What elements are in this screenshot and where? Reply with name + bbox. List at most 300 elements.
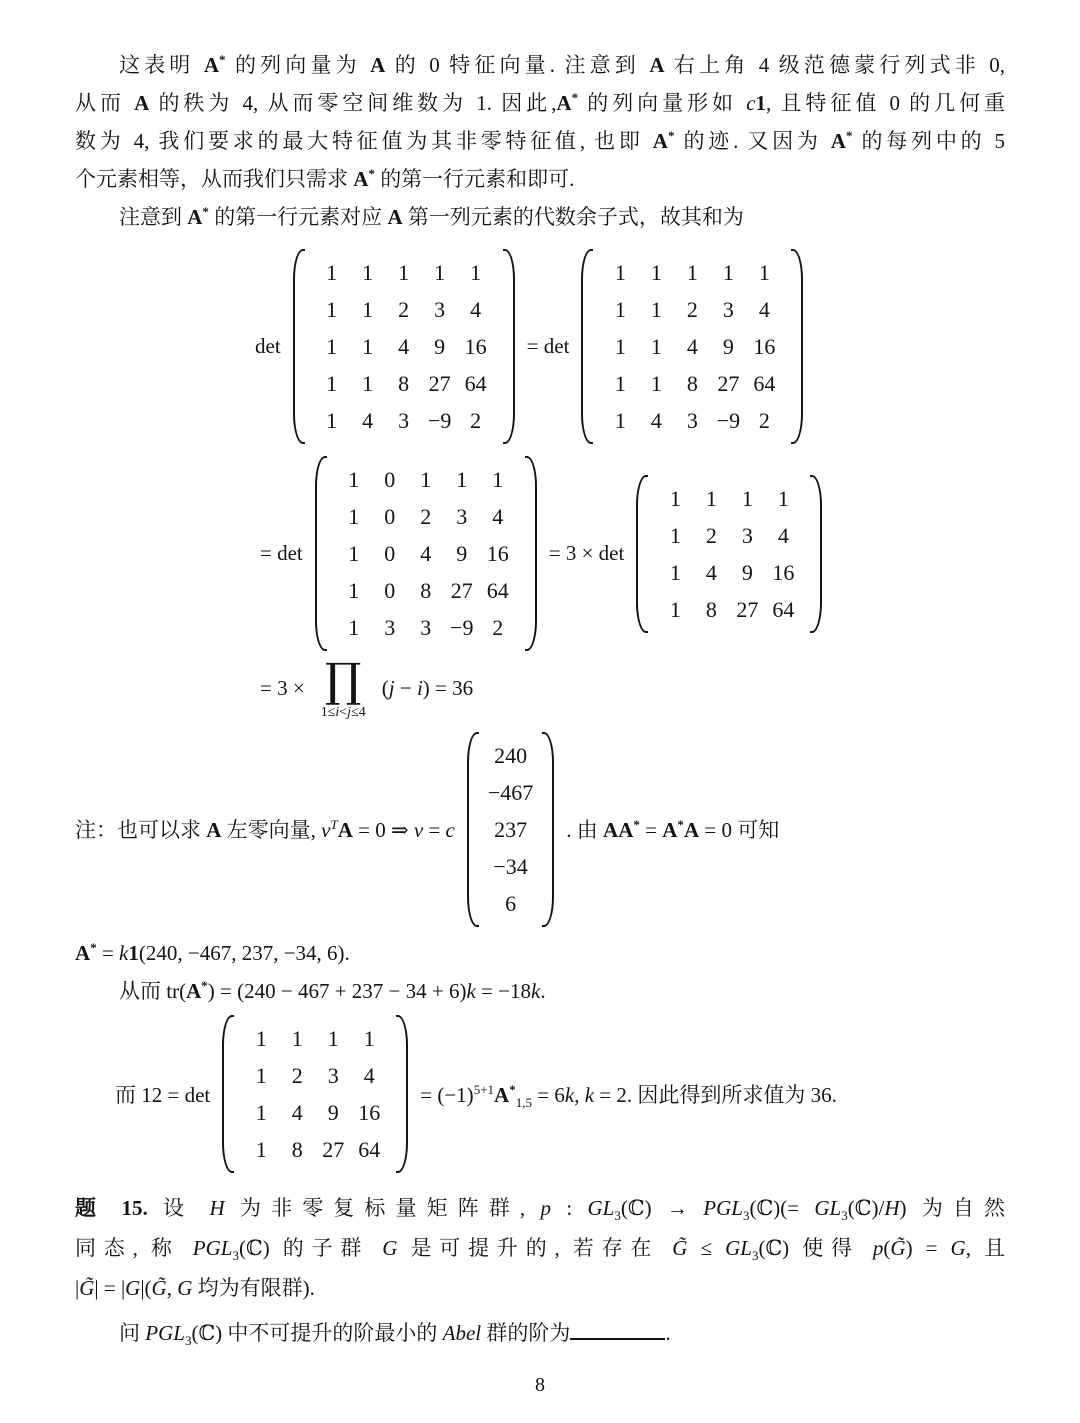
matrix-cell: 6 [505,890,517,916]
text-run: A [337,818,353,843]
matrix-row [488,885,533,922]
matrix-paren [503,249,515,444]
matrix-cell: 64 [772,596,795,622]
text-run: = [639,818,663,843]
matrix-cell: 1 [255,1025,267,1051]
matrix-cell: 1 [326,260,338,285]
text-run: 3 [751,1247,759,1263]
para2-line [75,198,1005,236]
text-run: PGL [145,1320,185,1345]
matrix-cell: 4 [470,297,482,322]
matrix-cell: 16 [486,541,509,566]
text-run: (ℂ) 的子群 [239,1235,383,1260]
matrix-cell: 240 [494,742,528,768]
text-run: (240, −467, 237, −34, 6). [138,940,350,965]
matrix-paren [791,249,803,444]
text-run: p [872,1235,884,1260]
text-run: , [166,1275,178,1300]
text-run: * [633,817,640,833]
text-run: 的每列中的 5 [852,129,1006,153]
matrix-cell: 1 [255,1136,267,1162]
matrix-row [336,535,516,572]
matrix-cell: 8 [686,371,698,396]
matrix-row [243,1131,387,1168]
matrix-cell: 2 [492,615,504,640]
text-run: 1,5 [515,1094,533,1110]
matrix-cell: 1 [362,260,374,285]
text-run: GL [587,1195,615,1220]
matrix-cell: 1 [326,371,338,396]
question-period: . [665,1320,671,1345]
text-run: (ℂ)/ [847,1195,885,1220]
answer-blank [570,1338,665,1340]
text-run: 5+1 [473,1081,495,1097]
matrix-cell: 9 [456,541,468,566]
matrix-row [657,554,801,591]
text-run: ) 为自然 [899,1195,1006,1220]
matrix-cell: 1 [722,260,734,285]
matrix-5x5-original [293,249,515,444]
text-run: . [540,978,546,1003]
trace-formula-line [75,972,1005,1010]
vandermonde-matrix-4x4 [636,475,822,633]
matrix-cell: 8 [291,1136,303,1162]
text-run: = [96,940,120,965]
para1-line1 [75,46,1005,84]
text-run: GL [725,1235,752,1260]
matrix-cell: 9 [722,334,734,359]
text-run: = 3 × [260,675,305,700]
matrix-cell: 64 [486,578,509,603]
text-run: 设 [147,1195,210,1220]
matrix-cell: 0 [384,467,396,492]
matrix-cell: 1 [456,467,468,492]
text-run: G [950,1235,966,1260]
text-run: * [667,128,675,143]
text-run: * [90,939,97,955]
text-run: , [574,1082,585,1107]
matrix-cell: 64 [358,1136,381,1162]
text-run: 注：也可以求 [75,818,207,843]
product-expression [382,676,473,701]
remark-text-after [566,814,779,844]
text-run: , 且 [965,1235,1006,1260]
text-run: 1 [128,940,139,965]
matrix-paren [222,1015,234,1173]
matrix-cell: 64 [464,371,487,396]
text-run: 的列向量形如 [578,91,747,115]
text-run: |( [140,1275,152,1300]
matrix-cell: 4 [492,504,504,529]
matrix-cell: 16 [358,1099,381,1125]
equals-3x-det-operator: = 3 × det [548,541,625,565]
equals-3x-label [260,676,305,701]
matrix-row [602,365,782,402]
matrix-cell: 4 [650,408,662,433]
matrix-cell: 9 [434,334,446,359]
text-run: 的列向量为 [225,53,371,77]
matrix-cell: 3 [456,504,468,529]
matrix-cell: 2 [291,1062,303,1088]
text-run: = 0 可知 [699,818,780,843]
matrix-row [336,609,516,646]
cofactor-text-after [420,1079,837,1109]
matrix-cell: 1 [650,297,662,322]
remark-text-before [75,814,455,844]
matrix-cell: 3 [686,408,698,433]
text-run: k [564,1082,575,1107]
matrix-cell: 8 [705,596,717,622]
matrix-cell: 4 [420,541,432,566]
page-number: 8 [535,1374,545,1396]
matrix-paren [315,456,327,651]
matrix-paren [581,249,593,444]
matrix-cell: 1 [650,334,662,359]
text-run: * [845,128,853,143]
matrix-cell: 3 [434,297,446,322]
text-run: A [649,53,665,77]
matrix-cell: 1 [434,260,446,285]
text-run: A [75,940,91,965]
text-run: ≤4 [351,705,366,721]
matrix-cell: 237 [494,816,528,842]
matrix-body [311,249,497,444]
matrix-cell: 4 [758,297,770,322]
matrix-row [243,1094,387,1131]
text-run: 的 0 特征向量. 注意到 [385,53,650,77]
text-run: = 6 [532,1082,565,1107]
text-run: 从而 [75,91,135,115]
matrix-cell: 1 [614,260,626,285]
matrix-cell: 1 [326,408,338,433]
matrix-cell: 1 [669,596,681,622]
text-run: c [445,818,455,843]
matrix-cell: 1 [614,334,626,359]
question-line [75,1314,1005,1352]
text-run: GL [814,1195,842,1220]
text-run: * [677,817,684,833]
text-run: (ℂ) → [620,1195,704,1220]
text-run: (ℂ) 使得 [758,1235,873,1260]
matrix-row [314,402,494,439]
matrix-paren [525,456,537,651]
matrix-cell: 27 [450,578,473,603]
equation-cofactor-k [115,1012,1005,1176]
adjugate-formula-line [75,934,1005,972]
matrix-cell: 3 [327,1062,339,1088]
matrix-cell: 16 [753,334,776,359]
text-run: c [746,91,756,115]
matrix-paren [396,1015,408,1173]
text-run: : [550,1195,588,1220]
text-run: 的第一行元素和即可. [374,167,575,191]
text-run: * [509,1081,516,1097]
matrix-cell: 2 [398,297,410,322]
text-run: 个元素相等，从而我们只需求 [75,167,354,191]
text-run: 3 [742,1207,750,1223]
matrix-cell: 4 [363,1062,375,1088]
matrix-cell: −467 [487,779,534,805]
text-run: A [353,167,369,191]
equation-det-reduced [260,453,1005,654]
matrix-cell: 1 [492,467,504,492]
matrix-row [314,254,494,291]
text-run: * [202,204,209,219]
vandermonde-matrix-4x4-b [222,1015,408,1173]
matrix-cell: 1 [362,297,374,322]
text-run: G̃ [151,1275,167,1300]
matrix-cell: 1 [362,334,374,359]
text-run: ) = 36 [422,675,474,700]
matrix-cell: −9 [450,615,474,640]
text-run: PGL [703,1195,743,1220]
matrix-cell: 1 [348,504,360,529]
matrix-cell: 1 [777,485,789,511]
matrix-cell: 1 [650,260,662,285]
matrix-cell: 27 [428,371,451,396]
matrix-cell: 1 [705,485,717,511]
matrix-cell: 4 [398,334,410,359]
text-run: | [75,1275,80,1300]
text-run: H [209,1195,225,1220]
text-run: j [388,675,395,700]
matrix-cell: 0 [384,578,396,603]
matrix-cell: 9 [327,1099,339,1125]
text-run: j [347,705,352,721]
text-run: , 且特征值 0 的几何重 [766,91,1006,115]
matrix-cell: 16 [464,334,487,359]
matrix-cell: 4 [686,334,698,359]
matrix-cell: 27 [322,1136,345,1162]
matrix-cell: 1 [348,615,360,640]
text-run: 同态, 称 [75,1235,193,1260]
question-text [119,1320,571,1348]
matrix-cell: 1 [741,485,753,511]
matrix-body [333,456,519,651]
matrix-cell: 27 [736,596,759,622]
matrix-cell: 0 [384,541,396,566]
para1-line3 [75,122,1005,160]
text-run: G [382,1235,398,1260]
text-run: A [186,978,202,1003]
matrix-paren [293,249,305,444]
matrix-cell: 2 [758,408,770,433]
matrix-row [602,254,782,291]
text-run: * [219,52,226,67]
matrix-cell: 4 [777,522,789,548]
product-symbol: ∏ [324,653,362,707]
matrix-cell: 1 [363,1025,375,1051]
matrix-row [314,291,494,328]
matrix-row [657,517,801,554]
matrix-cell: 1 [650,371,662,396]
text-run: G̃ [79,1275,95,1300]
matrix-5x5-copy [581,249,803,444]
text-run: A [203,53,220,77]
matrix-body [240,1015,390,1173]
text-run: − [394,675,417,700]
para1-line4 [75,160,1005,198]
text-run: A [387,205,403,229]
matrix-cell: 8 [420,578,432,603]
equation-det-5x5 [255,246,1005,447]
text-run: 群的阶为 [481,1320,571,1345]
matrix-cell: 2 [705,522,717,548]
equals-det-operator-2: = det [260,541,303,565]
matrix-row [602,328,782,365]
text-run: 注意到 [119,205,188,229]
matrix-cell: 1 [614,371,626,396]
matrix-body [599,249,785,444]
matrix-cell: 3 [741,522,753,548]
text-run: k [530,978,541,1003]
text-run: k [584,1082,595,1107]
matrix-cell: 3 [420,615,432,640]
text-run: v [413,818,424,843]
matrix-cell: 0 [384,504,396,529]
text-run: 而 12 = det [115,1082,211,1107]
text-run: G̃ [672,1235,688,1260]
text-run: | = | [94,1275,126,1300]
text-run: 是可提升的, 若存在 [397,1235,673,1260]
matrix-paren [542,732,554,927]
text-run: ≤ [687,1235,726,1260]
matrix-cell: 1 [398,260,410,285]
text-run: 问 [119,1320,146,1345]
text-run: 数为 4, 我们要求的最大特征值为其非零特征值, 也即 [75,129,653,153]
matrix-paren [467,732,479,927]
text-run: i [335,705,340,721]
text-run: 的迹. 又因为 [674,129,831,153]
matrix-cell: 1 [669,522,681,548]
matrix-cell: 1 [420,467,432,492]
text-run: = 2. 因此得到所求值为 36. [594,1082,837,1107]
text-run: (ℂ)(= [749,1195,815,1220]
text-run: 这表明 [119,53,204,77]
text-run: i [416,675,423,700]
matrix-row [314,365,494,402]
matrix-body [654,475,804,633]
text-run: = −18 [475,978,531,1003]
text-run: ( [883,1235,891,1260]
text-run: 题 15. [75,1195,148,1220]
problem15-line1 [75,1188,1005,1228]
text-run: 第一列元素的代数余子式，故其和为 [402,205,744,229]
matrix-cell: 1 [326,334,338,359]
text-run: * [571,90,579,105]
matrix-row [314,328,494,365]
text-run: < [339,705,348,721]
text-run: 3 [232,1247,239,1263]
matrix-paren [810,475,822,633]
matrix-cell: 1 [326,297,338,322]
text-run: A [683,818,700,843]
text-run: G̃ [890,1235,906,1260]
matrix-row [488,811,533,848]
text-run: A [662,818,678,843]
matrix-row [602,291,782,328]
text-run: = [423,818,446,843]
null-space-vector [467,732,554,927]
matrix-cell: 1 [669,559,681,585]
text-run: G [125,1275,141,1300]
matrix-cell: 4 [362,408,374,433]
text-run: . 由 [566,818,604,843]
remark-left-null-vector [75,729,1005,930]
text-run: 左零向量, [221,818,322,843]
matrix-cell: 1 [291,1025,303,1051]
text-run: A [652,129,668,153]
matrix-cell: 1 [669,485,681,511]
matrix-row [657,591,801,628]
text-run: 3 [184,1332,192,1348]
matrix-row [336,461,516,498]
matrix-cell: 2 [470,408,482,433]
product-limits [321,705,366,720]
matrix-body [485,732,536,927]
text-run: 3 [841,1207,848,1223]
text-run: = (−1) [420,1082,474,1107]
text-run: H [884,1195,900,1220]
text-run: A [556,91,572,115]
text-run: = 0 ⇒ [352,818,414,843]
matrix-row [243,1057,387,1094]
matrix-5x5-column-zeroed [315,456,537,651]
matrix-row [488,774,533,811]
matrix-cell: 1 [348,541,360,566]
text-run: k [466,978,476,1003]
text-run: ) = (240 − 467 + 237 − 34 + 6) [207,978,467,1003]
cofactor-text-before [115,1079,210,1109]
text-run: ) = [905,1235,951,1260]
text-run: 的秩为 4, 从而零空间维数为 1. 因此, [149,91,557,115]
text-run: v [321,818,331,843]
matrix-cell: 27 [717,371,740,396]
matrix-cell: 8 [398,371,410,396]
text-run: 从而 tr( [119,978,187,1003]
matrix-row [488,848,533,885]
matrix-cell: −9 [427,408,452,433]
matrix-cell: 1 [470,260,482,285]
para1-line2 [75,84,1005,122]
matrix-cell: 1 [255,1099,267,1125]
matrix-cell: 1 [255,1062,267,1088]
equation-product-result [260,653,1005,721]
text-run: * [368,166,375,181]
matrix-cell: 1 [348,578,360,603]
matrix-row [243,1020,387,1057]
text-run: 右上角 4 级范德蒙行列式非 0, [664,53,1006,77]
text-run: A [187,205,203,229]
problem15-line2 [75,1228,1005,1268]
matrix-cell: 3 [384,615,396,640]
matrix-paren [636,475,648,633]
text-run: ( [381,675,389,700]
text-run: PGL [192,1235,233,1260]
text-run: 的第一行元素对应 [208,205,388,229]
matrix-cell: 2 [420,504,432,529]
text-run: 为非零复标量矩阵群, [224,1195,541,1220]
matrix-cell: 16 [772,559,795,585]
text-run: AA [603,818,634,843]
matrix-cell: 1 [758,260,770,285]
text-run: * [201,977,208,993]
text-run: A [370,53,386,77]
matrix-cell: 3 [722,297,734,322]
text-run: 1 [755,91,767,115]
text-run: A [494,1082,510,1107]
text-run: (ℂ) 中不可提升的阶最小的 [191,1320,443,1345]
